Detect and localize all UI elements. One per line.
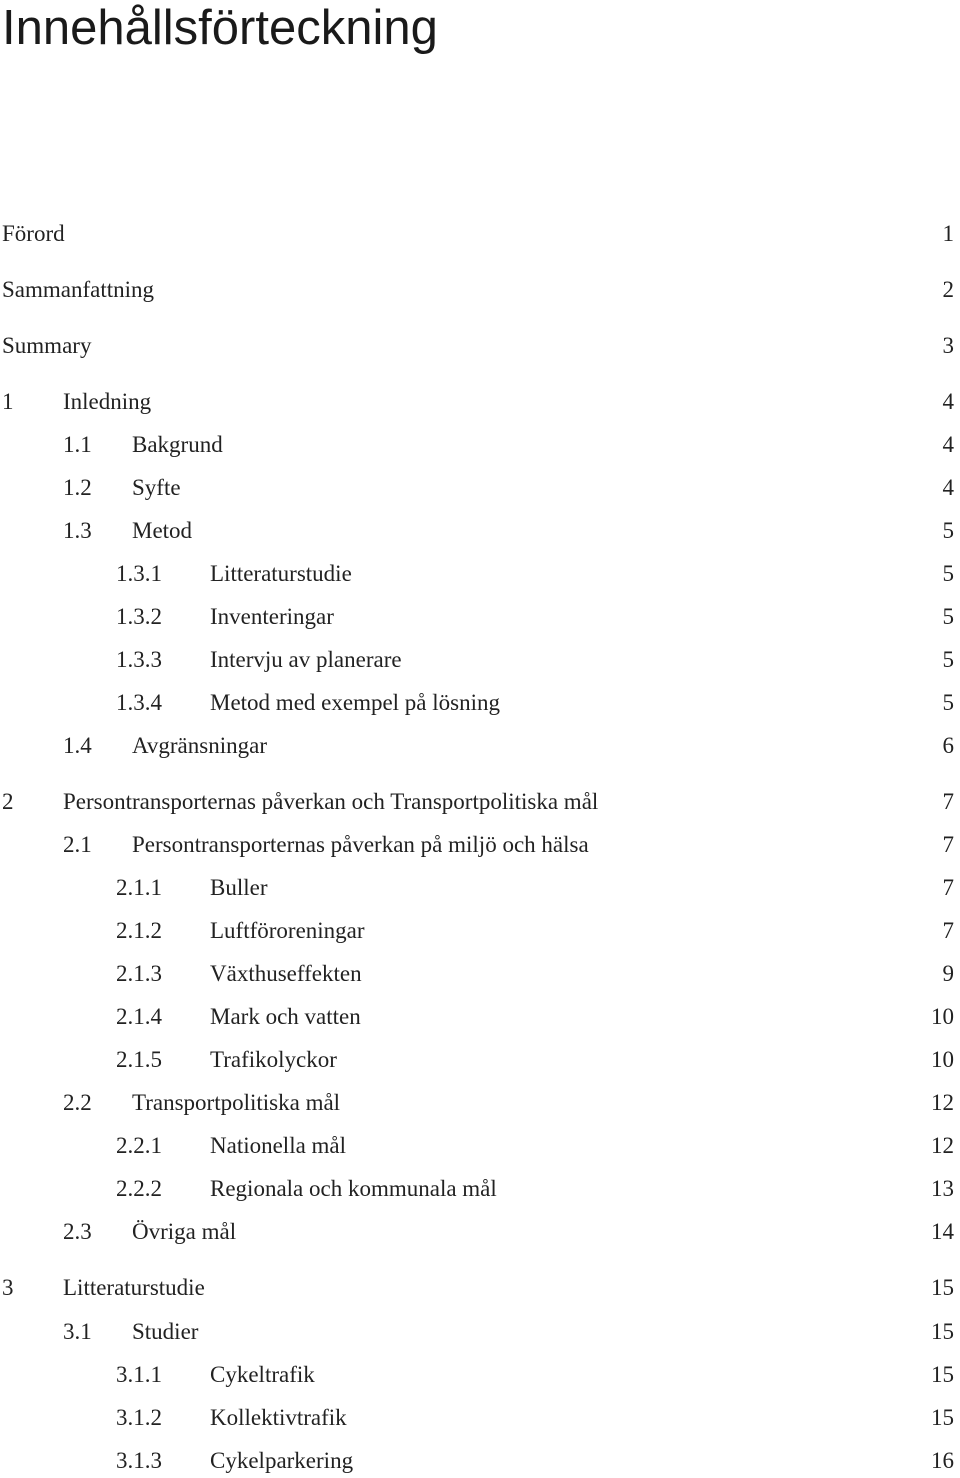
toc-entry-page: 3 [942,333,954,358]
toc-entry-3-1-1[interactable] [0,1360,960,1390]
toc-entry-page: 1 [942,221,954,246]
toc-entry-summary[interactable] [0,331,960,361]
toc-entry-number: 2.1.5 [116,1047,162,1072]
toc-entry-text: Litteraturstudie [63,1275,205,1300]
toc-entry-number: 1.3 [63,518,92,543]
toc-entry-2-2-2[interactable] [0,1174,960,1204]
toc-entry-number: 1.3.2 [116,604,162,629]
toc-entry-text: Buller [210,875,268,900]
toc-entry-text: Metod [132,518,193,543]
toc-entry-3-1-2[interactable] [0,1403,960,1433]
toc-entry-2-1-5[interactable] [0,1045,960,1075]
toc-entry-page: 4 [942,475,954,500]
toc-entry-text: Övriga mål [132,1219,237,1244]
toc-entry-text: Mark och vatten [210,1004,361,1029]
toc-entry-text: Kollektivtrafik [210,1405,347,1430]
toc-entry-number: 2 [2,789,14,814]
toc-entry-page: 5 [942,604,954,629]
toc-entry-1-3[interactable] [0,516,960,546]
toc-entry-forord[interactable] [0,219,960,249]
toc-entry-text: Nationella mål [210,1133,347,1158]
toc-entry-page: 5 [942,690,954,715]
toc-entry-page: 12 [931,1133,954,1158]
toc-entry-text: Inventeringar [210,604,334,629]
toc-entry-text: Intervju av planerare [210,647,402,672]
toc-entry-page: 16 [931,1448,954,1473]
toc-entry-number: 2.1.3 [116,961,162,986]
toc-entry-page: 13 [931,1176,954,1201]
toc-entry-2-1-4[interactable] [0,1002,960,1032]
toc-entry-number: 2.1.1 [116,875,162,900]
toc-entry-text: Litteraturstudie [210,561,352,586]
toc-entry-text: Avgränsningar [132,733,267,758]
toc-entry-page: 2 [942,277,954,302]
toc-entry-text: Persontransporternas påverkan på miljö och hälsa [132,832,589,857]
toc-entry-page: 5 [942,561,954,586]
toc-entry-1-3-4[interactable] [0,688,960,718]
toc-entry-text: Transportpolitiska mål [132,1090,341,1115]
toc-entry-1[interactable] [0,387,960,417]
toc-entry-page: 15 [931,1362,954,1387]
toc-entry-page: 4 [942,389,954,414]
toc-entry-page: 10 [931,1047,954,1072]
toc-entry-number: 1.3.1 [116,561,162,586]
toc-entry-2[interactable] [0,787,960,817]
toc-entry-page: 15 [931,1405,954,1430]
toc-entry-2-1-1[interactable] [0,873,960,903]
toc-entry-number: 3 [2,1275,14,1300]
toc-entry-page: 4 [942,432,954,457]
toc-entry-1-3-1[interactable] [0,559,960,589]
toc-entry-text: Luftföroreningar [210,918,365,943]
toc-entry-page: 15 [931,1319,954,1344]
toc-entry-number: 2.3 [63,1219,92,1244]
toc-entry-number: 2.1 [63,832,92,857]
toc-entry-page: 9 [942,961,954,986]
toc-entry-text: Summary [2,333,92,358]
toc-entry-text: Persontransporternas påverkan och Transportpolitiska mål [63,789,599,814]
toc-entry-1-3-3[interactable] [0,645,960,675]
toc-entry-number: 2.1.2 [116,918,162,943]
toc-entry-number: 1.3.4 [116,690,162,715]
toc-entry-text: Inledning [63,389,152,414]
toc-entry-number: 2.2.2 [116,1176,162,1201]
toc-entry-1-4[interactable] [0,731,960,761]
toc-entry-page: 5 [942,647,954,672]
toc-entry-text: Förord [2,221,65,246]
toc-entry-page: 15 [931,1275,954,1300]
toc-entry-number: 2.2.1 [116,1133,162,1158]
toc-entry-text: Sammanfattning [2,277,155,302]
toc-entry-3-1[interactable] [0,1317,960,1347]
toc-entry-page: 7 [942,918,954,943]
toc-entry-number: 3.1 [63,1319,92,1344]
toc-entry-1-1[interactable] [0,430,960,460]
toc-entry-text: Bakgrund [132,432,223,457]
toc-entry-page: 6 [942,733,954,758]
toc-entry-text: Cykelparkering [210,1448,354,1473]
toc-entry-text: Metod med exempel på lösning [210,690,500,715]
toc-entry-2-2-1[interactable] [0,1131,960,1161]
toc-entry-2-1-2[interactable] [0,916,960,946]
toc-entry-text: Växthuseffekten [210,961,362,986]
page-title: Innehållsförteckning [2,1,438,55]
toc-entry-page: 7 [942,789,954,814]
toc-entry-page: 5 [942,518,954,543]
toc-entry-page: 14 [931,1219,954,1244]
toc-entry-3-1-3[interactable] [0,1446,960,1476]
toc-entry-1-2[interactable] [0,473,960,503]
toc-entry-number: 1.3.3 [116,647,162,672]
toc-entry-number: 2.2 [63,1090,92,1115]
toc-entry-3[interactable] [0,1273,960,1303]
toc-entry-text: Studier [132,1319,199,1344]
toc-entry-number: 1.2 [63,475,92,500]
toc-entry-number: 1.4 [63,733,92,758]
toc-entry-2-1-3[interactable] [0,959,960,989]
toc-entry-page: 7 [942,832,954,857]
toc-entry-number: 1 [2,389,14,414]
toc-entry-1-3-2[interactable] [0,602,960,632]
toc-entry-text: Regionala och kommunala mål [210,1176,497,1201]
toc-entry-text: Trafikolyckor [210,1047,337,1072]
toc-entry-page: 7 [942,875,954,900]
toc-entry-number: 3.1.1 [116,1362,162,1387]
toc-entry-page: 10 [931,1004,954,1029]
toc-entry-number: 3.1.2 [116,1405,162,1430]
toc-entry-number: 3.1.3 [116,1448,162,1473]
toc-entry-text: Syfte [132,475,181,500]
toc-entry-2-3[interactable] [0,1217,960,1247]
toc-entry-number: 2.1.4 [116,1004,162,1029]
toc-entry-2-1[interactable] [0,830,960,860]
toc-entry-sammanfattning[interactable] [0,275,960,305]
toc-entry-number: 1.1 [63,432,92,457]
toc-entry-text: Cykeltrafik [210,1362,315,1387]
toc-entry-page: 12 [931,1090,954,1115]
toc-entry-2-2[interactable] [0,1088,960,1118]
